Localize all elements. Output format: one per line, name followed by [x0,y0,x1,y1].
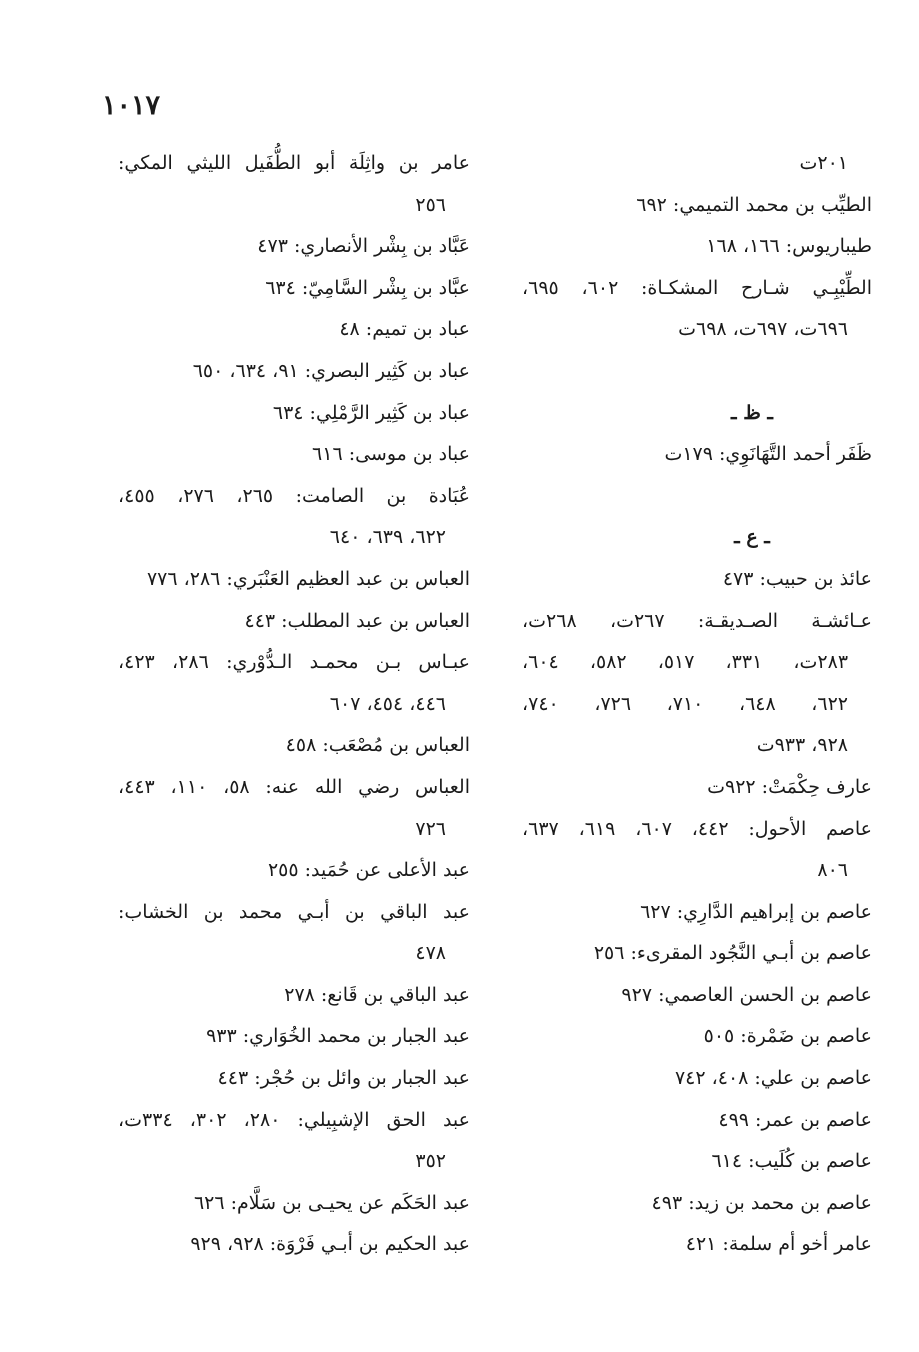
index-entry-line: عاصم بن أبـي النَّجُود المقرىء: ٢٥٦ [593,942,872,965]
index-entry-line: ٢٨٣ت، ٣٣١، ٥١٧، ٥٨٢، ٦٠٤، [522,651,849,674]
index-entry-line: عبـاس بـن محمـد الـدُّوْري: ٢٨٦، ٤٢٣، [118,651,471,674]
index-entry-line: عباد بن موسى: ٦١٦ [312,443,470,466]
index-entry-line: عبد الجبار بن وائل بن حُجْر: ٤٤٣ [217,1067,470,1090]
index-entry-line: عارف حِكْمَتْ: ٩٢٢ت [707,775,872,798]
index-entry-line: عبد الجبار بن محمد الخُوَاري: ٩٣٣ [206,1025,470,1048]
index-entry-line: عَبَّاد بن بِشْر الأنصاري: ٤٧٣ [257,235,470,258]
index-entry-line: عامر بن واثِلَة أبو الطُّفَيل الليثي المكي: [118,152,470,174]
index-entry-line: عاصم الأحول: ٤٤٢، ٦٠٧، ٦١٩، ٦٣٧، [522,817,872,840]
index-entry-line: عبد الحق الإشبِيلي: ٢٨٠، ٣٠٢، ٣٣٤ت، [118,1108,471,1131]
index-entry-line: الطيِّب بن محمد التميمي: ٦٩٢ [636,193,872,216]
index-entry-line: عاصم بن محمد بن زيد: ٤٩٣ [651,1191,872,1214]
index-entry-line: ٣٥٢ [415,1150,446,1173]
index-entry-line: العباس بن مُصْعَب: ٤٥٨ [285,734,470,757]
spacer [522,476,872,518]
index-entry-line: ظَفَر أحمد التَّهَانَوِي: ١٧٩ت [664,443,872,466]
index-entry-line: عبد الحَكَم عن يحيـى بن سَلَّام: ٦٢٦ [193,1191,470,1214]
index-entry-line: عبد الباقي بن قَانع: ٢٧٨ [284,983,470,1006]
index-entry-line: عائذ بن حبيب: ٤٧٣ [722,567,872,590]
index-entry-line: عُبَادة بن الصامت: ٢٦٥، ٢٧٦، ٤٥٥، [118,484,471,507]
index-entry-line: ٢٥٦ [415,193,446,216]
index-entry-line: ٤٤٦، ٤٥٤، ٦٠٧ [329,692,446,715]
index-entry-line: ٢٠١ت [799,152,848,174]
index-entry-line: عبد الأعلى عن حُمَيد: ٢٥٥ [267,859,470,882]
index-entry-line: عاصم بن الحسن العاصمي: ٩٢٧ [621,983,872,1006]
section-heading: ـ ع ـ [734,526,770,549]
index-column-left [118,143,470,1266]
index-entry-line: ٩٢٨، ٩٣٣ت [756,734,848,757]
index-entry-line: عبَّاد بن بِشْر السَّامِيّ: ٦٣٤ [265,276,470,299]
index-entry-line: ٦٩٦ت، ٦٩٧ت، ٦٩٨ت [678,318,848,341]
index-entry-line: عبد الباقي بن أبـي محمد بن الخشاب: [118,900,470,923]
index-entry-line: ٨٠٦ [817,859,848,882]
index-column-right [522,143,872,1266]
index-entry-line: ٧٢٦ [415,817,446,840]
index-entry-line: عاصم بن ضَمْرة: ٥٠٥ [703,1025,872,1048]
spacer [522,351,872,393]
index-entry-line: عـائشـة الصـديقـة: ٢٦٧ت، ٢٦٨ت، [522,609,872,632]
index-entry-line: ٤٧٨ [415,942,446,965]
index-entry-line: الطِّيْبِـي شـارح المشكـاة: ٦٠٢، ٦٩٥، [522,276,872,299]
index-entry-line: عباد بن كَثِير الرَّمْلِي: ٦٣٤ [272,401,470,424]
index-entry-line: طيباريوس: ١٦٦، ١٦٨ [706,235,872,258]
index-entry-line: العباس رضي الله عنه: ٥٨، ١١٠، ٤٤٣، [118,775,470,798]
index-entry-line: عاصم بن علي: ٤٠٨، ٧٤٢ [674,1067,872,1090]
section-heading: ـ ظ ـ [731,401,773,424]
index-entry-line: العباس بن عبد المطلب: ٤٤٣ [244,609,470,632]
index-entry-line: العباس بن عبد العظيم العَنْبَري: ٢٨٦، ٧٧٦ [146,567,470,590]
index-entry-line: ٦٢٢، ٦٣٩، ٦٤٠ [329,526,446,549]
index-entry-line: عبد الحكيم بن أبـي فَرْوَة: ٩٢٨، ٩٢٩ [190,1233,470,1256]
index-entry-line: ٦٢٢، ٦٤٨، ٧١٠، ٧٢٦، ٧٤٠، [522,692,849,715]
index-entry-line: عاصم بن كُلَيب: ٦١٤ [711,1150,872,1173]
index-entry-line: عباد بن كَثِير البصري: ٩١، ٦٣٤، ٦٥٠ [192,359,470,382]
index-entry-line: عاصم بن عمر: ٤٩٩ [718,1108,872,1131]
index-entry-line: عامر أخو أم سلمة: ٤٢١ [685,1233,872,1256]
index-entry-line: عباد بن تميم: ٤٨ [339,318,470,341]
index-entry-line: عاصم بن إبراهيم الدَّارِي: ٦٢٧ [640,900,872,923]
page-number: ١٠١٧ [102,90,161,121]
